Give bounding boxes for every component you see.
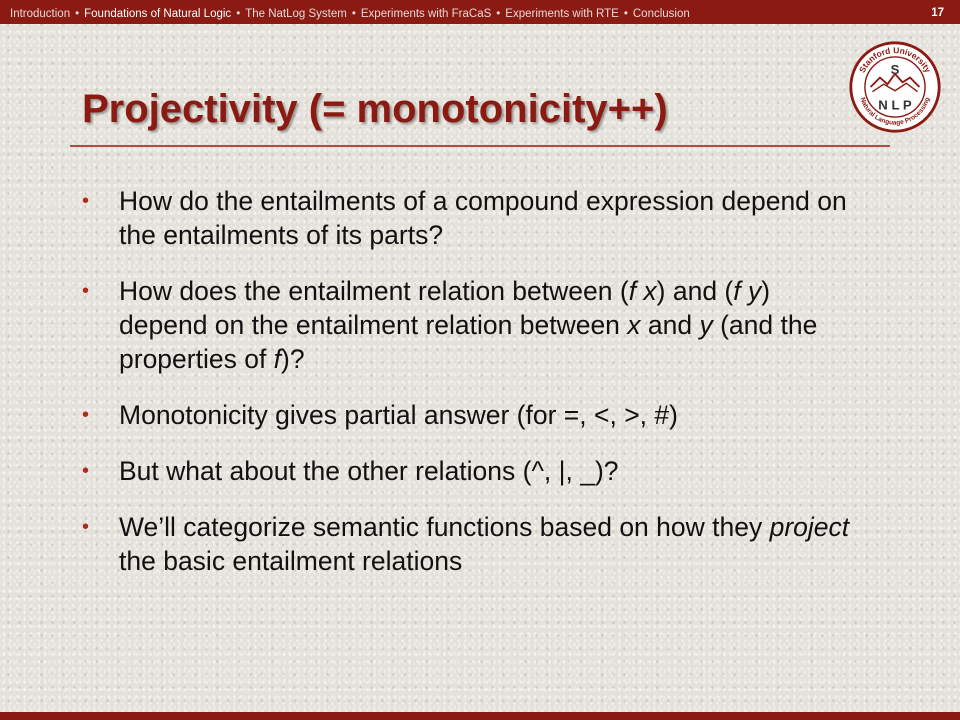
bullet-dot-icon: • <box>82 404 90 426</box>
bullet-text: How do the entailments of a compound expression depend on the entailments of its parts? <box>119 186 847 250</box>
bullet-text: How does the entailment relation between ( <box>119 276 629 306</box>
bullet-item <box>82 454 862 488</box>
nav-separator: • <box>75 8 80 20</box>
bullet-list <box>82 184 862 600</box>
bullet-text: (and the properties of <box>119 310 818 374</box>
bullet-text: and <box>640 310 700 340</box>
nav-separator: • <box>623 8 628 20</box>
section-breadcrumb <box>10 7 770 21</box>
nav-item[interactable]: Experiments with FraCaS <box>360 8 492 20</box>
bullet-dot-icon: • <box>82 280 90 302</box>
title-underline <box>70 145 890 147</box>
top-navigation-bar <box>0 0 960 24</box>
nav-separator: • <box>496 8 501 20</box>
bullet-text: But what about the other relations (^, |, _)? <box>119 456 619 486</box>
bullet-item <box>82 274 862 376</box>
italic-text: x <box>627 310 641 340</box>
italic-text: y <box>699 310 713 340</box>
nav-separator: • <box>236 8 241 20</box>
bullet-text: We’ll categorize semantic functions based on how they <box>119 512 770 542</box>
bullet-dot-icon: • <box>82 460 90 482</box>
page-number: 17 <box>931 7 944 19</box>
nav-item[interactable]: The NatLog System <box>245 8 347 20</box>
bullet-dot-icon: • <box>82 190 90 212</box>
bullet-item <box>82 184 862 252</box>
logo-top-text: Stanford University <box>856 45 934 75</box>
bullet-item <box>82 398 862 432</box>
stanford-nlp-seal-icon <box>848 40 942 134</box>
italic-text: f y <box>733 276 762 306</box>
logo-letter-s: S <box>890 61 900 77</box>
italic-text: project <box>769 512 850 542</box>
nav-item[interactable]: Foundations of Natural Logic <box>84 8 232 20</box>
bullet-text: the basic entailment relations <box>119 546 463 576</box>
slide-title: Projectivity (= monotonicity++) <box>82 87 668 131</box>
bottom-bar <box>0 712 960 720</box>
bullet-text: ) depend on the entailment relation between <box>119 276 771 340</box>
nav-item[interactable]: Introduction <box>10 8 71 20</box>
bullet-text: Monotonicity gives partial answer (for =, <, >, #) <box>119 400 678 430</box>
nav-item[interactable]: Conclusion <box>632 8 690 20</box>
nav-separator: • <box>351 8 356 20</box>
nav-item[interactable]: Experiments with RTE <box>505 8 619 20</box>
italic-text: f <box>273 344 282 374</box>
bullet-text: )? <box>281 344 305 374</box>
bullet-item <box>82 510 862 578</box>
logo-letters-nlp: N L P <box>878 97 912 113</box>
bullet-dot-icon: • <box>82 516 90 538</box>
italic-text: f x <box>628 276 657 306</box>
bullet-text: ) and ( <box>656 276 734 306</box>
logo-bottom-text: Natural Language Processing <box>858 96 932 127</box>
